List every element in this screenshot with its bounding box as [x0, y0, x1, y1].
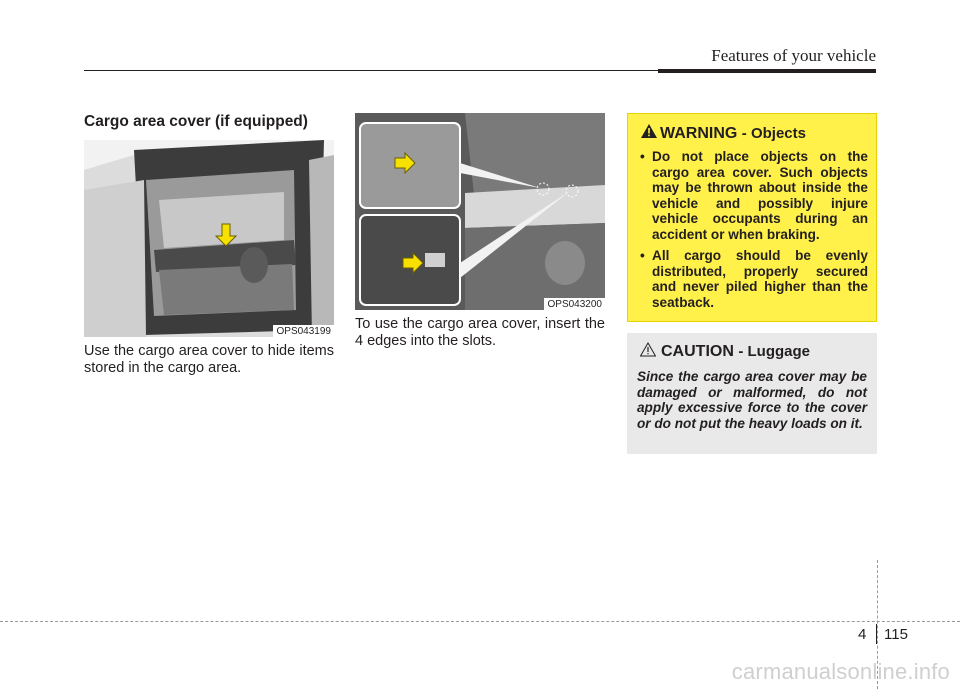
caution-title	[661, 343, 810, 361]
footer-rule	[0, 621, 960, 622]
header-rule-accent	[658, 69, 876, 73]
cargo-photo-illustration	[84, 140, 334, 337]
page-separator	[876, 624, 877, 644]
warning-subtitle: - Objects	[741, 125, 806, 142]
caution-triangle-icon	[640, 342, 656, 357]
cargo-cover-photo	[84, 140, 334, 337]
section-heading: Cargo area cover (if equipped)	[84, 113, 308, 130]
cargo-cover-slots-photo	[355, 113, 605, 310]
warning-label: WARNING	[660, 125, 738, 142]
warning-item-text: Do not place objects on the cargo area cover. Such objects may be thrown about inside the vehicle and possibly injure vehicle occupants during an accident or when braking.	[652, 149, 868, 242]
figure-code: OPS043200	[544, 298, 606, 310]
bullet: •	[640, 149, 645, 164]
warning-title	[660, 125, 806, 143]
chapter-number: 4	[858, 626, 867, 643]
cargo-cover-instructions: To use the cargo area cover, insert the 4 edges into the slots.	[355, 316, 605, 349]
warning-box	[627, 113, 877, 322]
caution-box	[627, 333, 877, 454]
caution-text: Since the cargo area cover may be damaged or malformed, do not apply excessive force to the cover or do not put the heavy loads on it.	[637, 369, 867, 431]
page-number: 115	[884, 626, 908, 643]
warning-list	[640, 149, 868, 316]
caution-subtitle: - Luggage	[738, 343, 811, 360]
warning-triangle-icon	[641, 124, 657, 138]
figure-code: OPS043199	[273, 325, 335, 337]
header-title: Features of your vehicle	[711, 46, 876, 65]
slots-photo-illustration	[355, 113, 605, 310]
bullet: •	[640, 248, 645, 263]
watermark: carmanualsonline.info	[731, 659, 950, 684]
warning-item	[640, 149, 868, 242]
warning-item	[640, 248, 868, 310]
warning-item-text: All cargo should be evenly distributed, properly secured and never piled higher than the seatback.	[652, 248, 868, 310]
cargo-cover-description: Use the cargo area cover to hide items stored in the cargo area.	[84, 343, 334, 376]
caution-label: CAUTION	[661, 343, 734, 360]
